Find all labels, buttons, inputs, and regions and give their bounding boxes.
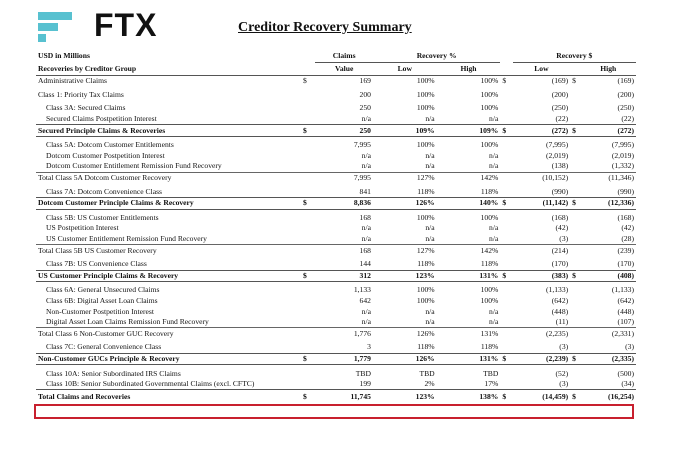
cell-claims: 11,745 [315,390,373,404]
cell-d2: $ [502,76,507,86]
cell-rlow: (170) [551,259,569,269]
cell-rhigh: (990) [617,186,634,196]
table-row [36,161,636,172]
cell-label: Total Class 5A Dotcom Customer Recovery [36,172,301,183]
cell-high: 118% [480,342,499,352]
cell-d1: $ [301,197,315,209]
cell-rhigh: (34) [621,379,634,389]
cell-d1 [301,317,315,328]
table-row [36,317,636,328]
cell-rlow: (14,459) [513,390,571,404]
cell-rlow: (642) [551,295,569,305]
cell-high: 100% [480,89,499,99]
cell-label: Class 7A: Dotcom Convenience Class [46,186,163,196]
cell-label: Class 7C: General Convenience Class [46,342,162,352]
cell-d2: $ [500,197,512,209]
cell-d2 [500,140,512,151]
cell-d3 [570,259,580,270]
cell-d1 [301,223,315,234]
cell-claims: n/a [361,150,371,160]
cell-d2 [500,296,512,307]
cell-rlow: (250) [551,103,569,113]
cell-rhigh: (1,332) [611,161,634,171]
table-row [36,285,636,296]
cell-rlow: (7,995) [546,140,569,150]
cell-d3: $ [570,125,580,137]
header-pct-high: High [437,63,501,76]
cell-high: 138% [437,390,501,404]
cell-rlow: (168) [551,212,569,222]
header-pct-low: Low [373,63,437,76]
cell-rhigh: (7,995) [611,140,634,150]
cell-d1: $ [301,390,315,404]
cell-label: Dotcom Customer Principle Claims & Recovery [36,197,301,209]
cell-d1: $ [301,270,315,282]
cell-rlow: (2,235) [513,328,571,339]
cell-label: Non-Customer GUCs Principle & Recovery [36,353,301,365]
cell-low: 126% [373,353,437,365]
cell-label: Class 6B: Digital Asset Loan Claims [46,295,158,305]
cell-rhigh: (408) [580,270,636,282]
cell-rhigh: (169) [617,76,634,86]
cell-label: Secured Principle Claims & Recoveries [36,125,301,137]
cell-low: 100% [416,285,435,295]
cell-d2 [500,317,512,328]
cell-claims: n/a [361,114,371,124]
cell-d2 [500,368,512,379]
cell-low: 123% [373,270,437,282]
cell-rlow: (1,133) [546,285,569,295]
cell-claims: 8,836 [315,197,373,209]
cell-rhigh: (200) [617,89,634,99]
cell-d1 [301,234,315,245]
logo-text: FTX [94,7,158,43]
cell-high: 109% [437,125,501,137]
cell-d1 [301,285,315,296]
cell-rhigh: (642) [617,295,634,305]
cell-high: 142% [437,245,501,256]
table-row [36,259,636,270]
cell-claims: 169 [359,76,371,86]
cell-high: 100% [480,212,499,222]
table-row [36,379,636,390]
cell-low: 100% [416,76,435,86]
recovery-table [36,50,636,403]
cell-label: Dotcom Customer Postpetition Interest [46,150,165,160]
header-usd-high: High [580,63,636,76]
cell-d1 [301,90,315,101]
cell-low: 100% [416,89,435,99]
cell-high: n/a [489,234,499,244]
cell-low: n/a [425,317,435,327]
cell-d2 [500,161,512,172]
cell-rhigh: (107) [617,317,634,327]
table-row [36,197,636,209]
cell-high: n/a [489,161,499,171]
cell-d3 [570,245,580,256]
header-claims-top: Claims [315,50,373,63]
table-row [36,342,636,353]
cell-d1 [301,213,315,224]
cell-claims: 200 [359,89,371,99]
page-title: Creditor Recovery Summary [238,20,412,35]
cell-d1 [301,296,315,307]
cell-low: 118% [417,342,435,352]
cell-claims: 168 [359,212,371,222]
cell-rhigh: (239) [580,245,636,256]
cell-rhigh: (168) [617,212,634,222]
cell-d2 [500,186,512,197]
cell-high: 142% [437,172,501,183]
cell-d2 [500,103,512,114]
cell-rhigh: (16,254) [580,390,636,404]
cell-rlow: (2,019) [546,150,569,160]
cell-d3 [570,317,580,328]
cell-claims: 250 [315,125,373,137]
cell-low: 109% [373,125,437,137]
cell-label: Class 1: Priority Tax Claims [38,89,124,99]
cell-rlow: (11,142) [513,197,571,209]
cell-d2 [500,114,512,125]
cell-d2: $ [500,270,512,282]
cell-d1 [301,368,315,379]
cell-label: Class 10A: Senior Subordinated IRS Claims [46,368,181,378]
cell-low: n/a [425,161,435,171]
cell-rhigh: (1,133) [611,285,634,295]
table-row [36,125,636,137]
table-row [36,353,636,365]
cell-rlow: (448) [551,306,569,316]
cell-d2 [500,342,512,353]
cell-d2 [500,213,512,224]
cell-d3 [570,285,580,296]
cell-high: 131% [437,270,501,282]
cell-rhigh: (2,019) [611,150,634,160]
cell-d1 [301,186,315,197]
ftx-logo-mark-icon [32,12,72,40]
cell-claims: 168 [315,245,373,256]
table-row [36,90,636,101]
header-units: USD in Millions [38,51,90,61]
cell-d1 [301,114,315,125]
header-usd-low: Low [513,63,571,76]
cell-d2: $ [500,390,512,404]
cell-d1 [301,306,315,317]
cell-rhigh: (2,331) [580,328,636,339]
cell-high: 118% [480,186,499,196]
cell-d3 [570,103,580,114]
cell-d3 [570,213,580,224]
cell-d3 [570,172,580,183]
cell-high: n/a [489,150,499,160]
cell-claims: 3 [367,342,371,352]
table-row [36,328,636,339]
cell-d2 [500,285,512,296]
cell-d3: $ [570,197,580,209]
cell-d2: $ [500,125,512,137]
cell-rhigh: (28) [621,234,634,244]
cell-d3 [570,234,580,245]
cell-d1: $ [303,76,307,86]
cell-claims: 250 [359,103,371,113]
cell-d3 [570,151,580,162]
cell-label: Secured Claims Postpetition Interest [46,114,157,124]
cell-rlow: (22) [555,114,569,124]
cell-rlow: (2,239) [513,353,571,365]
cell-low: 123% [373,390,437,404]
cell-high: 17% [484,379,499,389]
header-group-label: Recoveries by Creditor Group [36,63,301,76]
cell-label: Class 6A: General Unsecured Claims [46,285,160,295]
cell-d2 [500,223,512,234]
cell-d2 [500,151,512,162]
cell-high: n/a [489,306,499,316]
cell-rlow: (42) [555,223,569,233]
table-row [36,103,636,114]
cell-d2 [500,90,512,101]
header-recovery-pct: Recovery % [373,50,500,63]
cell-claims: 1,133 [353,285,371,295]
cell-rlow: (11) [555,317,569,327]
cell-d1 [301,172,315,183]
cell-claims: 1,776 [315,328,373,339]
cell-low: 100% [416,140,435,150]
cell-d2 [500,234,512,245]
cell-rlow: (990) [551,186,569,196]
cell-high: 140% [437,197,501,209]
table-row [36,270,636,282]
cell-label: US Customer Principle Claims & Recovery [36,270,301,282]
cell-d3 [570,186,580,197]
cell-low: 118% [417,186,435,196]
table-row [36,114,636,125]
cell-high: 100% [480,140,499,150]
cell-d3: $ [570,390,580,404]
cell-d3: $ [570,353,580,365]
cell-rlow: (3) [559,234,569,244]
cell-low: n/a [425,306,435,316]
cell-d3 [570,90,580,101]
cell-rhigh: (272) [580,125,636,137]
cell-claims: 642 [359,295,371,305]
header-row-top [36,50,636,63]
cell-claims: n/a [361,161,371,171]
cell-d1: $ [301,125,315,137]
cell-rlow: (3) [559,379,569,389]
table-row [36,296,636,307]
cell-low: 126% [373,328,437,339]
cell-high: 100% [480,103,499,113]
cell-d2 [500,379,512,390]
cell-claims: 199 [359,379,371,389]
cell-d1 [301,259,315,270]
cell-claims: 7,995 [315,172,373,183]
cell-rlow: (272) [513,125,571,137]
header-claims-value: Value [315,63,373,76]
cell-claims: 312 [315,270,373,282]
cell-rlow: (138) [551,161,569,171]
cell-label: Class 5B: US Customer Entitlements [46,212,159,222]
cell-rlow: (214) [513,245,571,256]
cell-rhigh: (448) [617,306,634,316]
cell-low: n/a [425,114,435,124]
cell-claims: n/a [361,223,371,233]
cell-d3: $ [572,76,576,86]
table-row [36,368,636,379]
cell-label: Total Class 5B US Customer Recovery [36,245,301,256]
table-row [36,172,636,183]
cell-high: 118% [480,259,499,269]
cell-d2 [500,328,512,339]
cell-low: 118% [417,259,435,269]
cell-rlow: (169) [551,76,569,86]
cell-low: 126% [373,197,437,209]
cell-rhigh: (500) [617,368,634,378]
cell-d2 [500,172,512,183]
cell-high: n/a [489,223,499,233]
cell-low: TBD [419,368,435,378]
total-row [36,390,636,404]
cell-claims: n/a [361,306,371,316]
table-row [36,306,636,317]
cell-d3 [570,342,580,353]
cell-high: 131% [437,328,501,339]
cell-low: 127% [373,172,437,183]
cell-d1 [301,140,315,151]
cell-claims: 144 [359,259,371,269]
cell-high: TBD [483,368,499,378]
cell-d2 [500,245,512,256]
cell-d3 [570,296,580,307]
table-row [36,76,636,87]
cell-claims: 1,779 [315,353,373,365]
cell-d3 [570,140,580,151]
cell-claims: TBD [355,368,371,378]
cell-high: 131% [437,353,501,365]
cell-d1 [301,328,315,339]
cell-d1 [301,151,315,162]
cell-claims: 7,995 [353,140,371,150]
cell-label: Total Claims and Recoveries [36,390,301,404]
cell-d1 [301,342,315,353]
cell-label: Digital Asset Loan Claims Remission Fund Recovery [46,317,209,327]
table-row [36,186,636,197]
table-row [36,223,636,234]
cell-label: Class 3A: Secured Claims [46,103,126,113]
cell-high: n/a [489,114,499,124]
table-row [36,151,636,162]
cell-d1 [301,379,315,390]
cell-d2 [500,259,512,270]
cell-claims: n/a [361,317,371,327]
cell-label: Total Class 6 Non-Customer GUC Recovery [36,328,301,339]
cell-d3 [570,379,580,390]
cell-d3 [570,223,580,234]
cell-rhigh: (22) [621,114,634,124]
cell-rhigh: (250) [617,103,634,113]
cell-label: Non-Customer Postpetition Interest [46,306,154,316]
cell-label: Dotcom Customer Entitlement Remission Fund Recovery [46,161,222,171]
cell-label: Class 7B: US Convenience Class [46,259,147,269]
cell-rlow: (52) [555,368,569,378]
cell-label: Administrative Claims [38,76,107,86]
table-row [36,245,636,256]
cell-d2: $ [500,353,512,365]
cell-high: 100% [480,76,499,86]
cell-d1 [301,245,315,256]
cell-low: n/a [425,234,435,244]
cell-rhigh: (2,335) [580,353,636,365]
cell-d3 [570,306,580,317]
cell-high: 100% [480,295,499,305]
cell-low: 2% [424,379,435,389]
cell-rhigh: (170) [617,259,634,269]
cell-rlow: (383) [513,270,571,282]
cell-low: n/a [425,150,435,160]
table-row [36,234,636,245]
cell-label: US Postpetition Interest [46,223,119,233]
cell-low: 127% [373,245,437,256]
cell-d3: $ [570,270,580,282]
cell-low: n/a [425,223,435,233]
header-recovery-usd: Recovery $ [513,50,636,63]
cell-d3 [570,368,580,379]
cell-claims: n/a [361,234,371,244]
cell-high: 100% [480,285,499,295]
table-body [36,76,636,404]
cell-label: Class 10B: Senior Subordinated Governmental Claims (excl. CFTC) [46,379,255,389]
cell-d1: $ [301,353,315,365]
cell-rlow: (10,152) [513,172,571,183]
cell-rlow: (200) [551,89,569,99]
cell-d3 [570,114,580,125]
cell-claims: 841 [359,186,371,196]
cell-rhigh: (42) [621,223,634,233]
cell-d2 [500,306,512,317]
cell-d3 [570,161,580,172]
total-highlight-box [34,404,634,419]
cell-high: n/a [489,317,499,327]
cell-label: Class 5A: Dotcom Customer Entitlements [46,140,174,150]
cell-d1 [301,161,315,172]
cell-rhigh: (12,336) [580,197,636,209]
cell-d3 [570,328,580,339]
cell-d1 [301,103,315,114]
cell-rhigh: (11,346) [580,172,636,183]
table-row [36,140,636,151]
cell-low: 100% [416,212,435,222]
cell-label: US Customer Entitlement Remission Fund Recovery [46,234,207,244]
cell-low: 100% [416,295,435,305]
table-row [36,213,636,224]
cell-rhigh: (3) [625,342,634,352]
cell-rlow: (3) [559,342,569,352]
header-row-bottom [36,63,636,76]
cell-low: 100% [416,103,435,113]
